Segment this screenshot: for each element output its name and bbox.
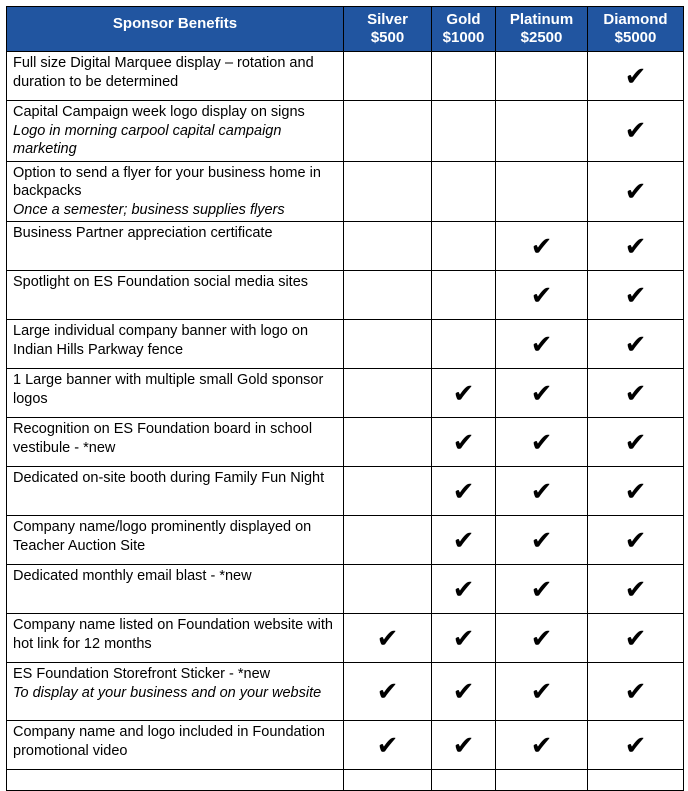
benefits-body <box>7 52 684 791</box>
benefit-cell <box>7 271 344 320</box>
tier-header-platinum <box>496 7 588 52</box>
benefit-text: 1 Large banner with multiple small Gold sponsor logos <box>13 372 324 407</box>
checkmark-icon: ✔ <box>624 61 647 92</box>
benefit-text: Company name and logo included in Foundation promotional video <box>13 724 325 759</box>
tier-cell-gold <box>432 101 496 162</box>
table-row <box>7 161 684 222</box>
tier-cell-diamond <box>588 614 684 663</box>
tier-cell-silver <box>344 721 432 770</box>
benefit-cell <box>7 467 344 516</box>
tier-cell-gold <box>432 222 496 271</box>
tier-cell-silver <box>344 565 432 614</box>
tier-header-silver <box>344 7 432 52</box>
tier-cell-platinum <box>496 663 588 721</box>
benefit-cell <box>7 614 344 663</box>
table-row <box>7 418 684 467</box>
benefit-cell <box>7 161 344 222</box>
tier-cell-platinum <box>496 770 588 791</box>
benefit-cell <box>7 369 344 418</box>
checkmark-icon: ✔ <box>624 329 647 360</box>
checkmark-icon: ✔ <box>624 427 647 458</box>
table-row <box>7 614 684 663</box>
tier-cell-gold <box>432 467 496 516</box>
benefits-column-header: Sponsor Benefits <box>7 7 344 52</box>
benefit-text: ES Foundation Storefront Sticker - *new <box>13 666 271 682</box>
benefit-text: Large individual company banner with logo on Indian Hills Parkway fence <box>13 323 309 358</box>
tier-cell-diamond <box>588 161 684 222</box>
table-row <box>7 721 684 770</box>
tier-cell-gold <box>432 663 496 721</box>
benefit-note: Logo in morning carpool capital campaign marketing <box>13 122 282 157</box>
checkmark-icon: ✔ <box>530 476 553 507</box>
tier-cell-diamond <box>588 467 684 516</box>
table-row <box>7 101 684 162</box>
tier-cell-platinum <box>496 418 588 467</box>
checkmark-icon: ✔ <box>624 280 647 311</box>
benefit-cell <box>7 101 344 162</box>
tier-cell-diamond <box>588 721 684 770</box>
checkmark-icon: ✔ <box>624 176 647 207</box>
checkmark-icon: ✔ <box>376 623 399 654</box>
benefit-text: Option to send a flyer for your business home in backpacks <box>13 164 321 199</box>
benefit-text: Dedicated on-site booth during Family Fun Night <box>13 470 325 486</box>
tier-price: $500 <box>370 29 405 46</box>
tier-cell-diamond <box>588 271 684 320</box>
checkmark-icon: ✔ <box>530 623 553 654</box>
checkmark-icon: ✔ <box>452 525 475 556</box>
checkmark-icon: ✔ <box>452 677 475 707</box>
tier-cell-gold <box>432 271 496 320</box>
checkmark-icon: ✔ <box>376 730 399 761</box>
tier-cell-platinum <box>496 369 588 418</box>
checkmark-icon: ✔ <box>376 677 399 707</box>
tier-price: $2500 <box>520 29 563 46</box>
tier-cell-diamond <box>588 516 684 565</box>
benefit-text: Dedicated monthly email blast - *new <box>13 568 252 584</box>
tier-name: Silver <box>367 11 408 28</box>
tier-cell-platinum <box>496 721 588 770</box>
checkmark-icon: ✔ <box>624 476 647 507</box>
checkmark-icon: ✔ <box>452 378 475 409</box>
checkmark-icon: ✔ <box>452 427 475 458</box>
tier-cell-gold <box>432 418 496 467</box>
checkmark-icon: ✔ <box>530 677 553 707</box>
table-row <box>7 271 684 320</box>
tier-cell-diamond <box>588 418 684 467</box>
table-row <box>7 320 684 369</box>
checkmark-icon: ✔ <box>530 329 553 360</box>
checkmark-icon: ✔ <box>624 730 647 761</box>
benefit-text: Capital Campaign week logo display on signs <box>13 104 305 120</box>
tier-cell-gold <box>432 721 496 770</box>
tier-cell-silver <box>344 52 432 101</box>
tier-cell-silver <box>344 770 432 791</box>
tier-cell-platinum <box>496 614 588 663</box>
checkmark-icon: ✔ <box>624 677 647 707</box>
checkmark-icon: ✔ <box>530 378 553 409</box>
tier-cell-silver <box>344 320 432 369</box>
checkmark-icon: ✔ <box>530 574 553 605</box>
tier-cell-gold <box>432 770 496 791</box>
checkmark-icon: ✔ <box>530 231 553 262</box>
tier-price: $5000 <box>614 29 657 46</box>
benefit-cell <box>7 565 344 614</box>
benefit-note: Once a semester; business supplies flyers <box>13 201 285 218</box>
tier-price: $1000 <box>442 29 485 46</box>
tier-cell-platinum <box>496 467 588 516</box>
checkmark-icon: ✔ <box>624 574 647 605</box>
checkmark-icon: ✔ <box>452 623 475 654</box>
benefit-text: Spotlight on ES Foundation social media sites <box>13 274 309 290</box>
tier-cell-diamond <box>588 52 684 101</box>
tier-cell-silver <box>344 161 432 222</box>
tier-cell-silver <box>344 663 432 721</box>
tier-cell-silver <box>344 369 432 418</box>
benefit-cell <box>7 52 344 101</box>
tier-cell-diamond <box>588 663 684 721</box>
sponsor-benefits-table <box>6 6 684 791</box>
tier-cell-platinum <box>496 565 588 614</box>
tier-cell-gold <box>432 369 496 418</box>
checkmark-icon: ✔ <box>624 116 647 147</box>
benefit-note: To display at your business and on your website <box>13 684 322 701</box>
benefit-text: Business Partner appreciation certificate <box>13 225 273 241</box>
benefit-cell <box>7 418 344 467</box>
tier-name: Gold <box>446 11 481 28</box>
table-row <box>7 663 684 721</box>
benefit-cell <box>7 770 344 791</box>
checkmark-icon: ✔ <box>624 231 647 262</box>
table-row <box>7 369 684 418</box>
tier-cell-gold <box>432 320 496 369</box>
table-row <box>7 52 684 101</box>
tier-cell-silver <box>344 101 432 162</box>
header-row <box>7 7 684 52</box>
checkmark-icon: ✔ <box>452 730 475 761</box>
tier-header-gold <box>432 7 496 52</box>
benefit-cell <box>7 516 344 565</box>
tier-cell-platinum <box>496 222 588 271</box>
table-row <box>7 516 684 565</box>
tier-cell-platinum <box>496 52 588 101</box>
table-row <box>7 467 684 516</box>
tier-cell-platinum <box>496 101 588 162</box>
checkmark-icon: ✔ <box>624 378 647 409</box>
sponsor-benefits-table-wrapper <box>6 6 684 791</box>
tier-cell-gold <box>432 614 496 663</box>
tier-cell-silver <box>344 614 432 663</box>
table-row <box>7 222 684 271</box>
benefit-cell <box>7 721 344 770</box>
tier-cell-gold <box>432 516 496 565</box>
tier-cell-diamond <box>588 222 684 271</box>
benefit-cell <box>7 320 344 369</box>
tier-cell-diamond <box>588 565 684 614</box>
checkmark-icon: ✔ <box>530 280 553 311</box>
checkmark-icon: ✔ <box>530 730 553 761</box>
tier-cell-gold <box>432 565 496 614</box>
benefit-text: Company name listed on Foundation website with hot link for 12 months <box>13 617 333 652</box>
checkmark-icon: ✔ <box>530 525 553 556</box>
tier-cell-platinum <box>496 271 588 320</box>
tier-cell-silver <box>344 418 432 467</box>
tier-cell-platinum <box>496 516 588 565</box>
benefit-cell <box>7 663 344 721</box>
checkmark-icon: ✔ <box>452 476 475 507</box>
checkmark-icon: ✔ <box>530 427 553 458</box>
tier-cell-diamond <box>588 101 684 162</box>
tier-cell-diamond <box>588 320 684 369</box>
table-row <box>7 565 684 614</box>
benefit-cell <box>7 222 344 271</box>
tier-cell-silver <box>344 467 432 516</box>
tier-name: Diamond <box>603 11 668 28</box>
tier-cell-silver <box>344 271 432 320</box>
tier-cell-gold <box>432 161 496 222</box>
checkmark-icon: ✔ <box>624 623 647 654</box>
benefit-text: Company name/logo prominently displayed on Teacher Auction Site <box>13 519 312 554</box>
checkmark-icon: ✔ <box>452 574 475 605</box>
tier-cell-platinum <box>496 161 588 222</box>
tier-cell-silver <box>344 516 432 565</box>
benefit-text: Recognition on ES Foundation board in school vestibule - *new <box>13 421 313 456</box>
table-row <box>7 770 684 791</box>
tier-cell-silver <box>344 222 432 271</box>
tier-header-diamond <box>588 7 684 52</box>
checkmark-icon: ✔ <box>624 525 647 556</box>
benefit-text: Full size Digital Marquee display – rotation and duration to be determined <box>13 55 314 90</box>
tier-cell-platinum <box>496 320 588 369</box>
tier-cell-gold <box>432 52 496 101</box>
tier-cell-diamond <box>588 369 684 418</box>
tier-cell-diamond <box>588 770 684 791</box>
tier-name: Platinum <box>509 11 574 28</box>
